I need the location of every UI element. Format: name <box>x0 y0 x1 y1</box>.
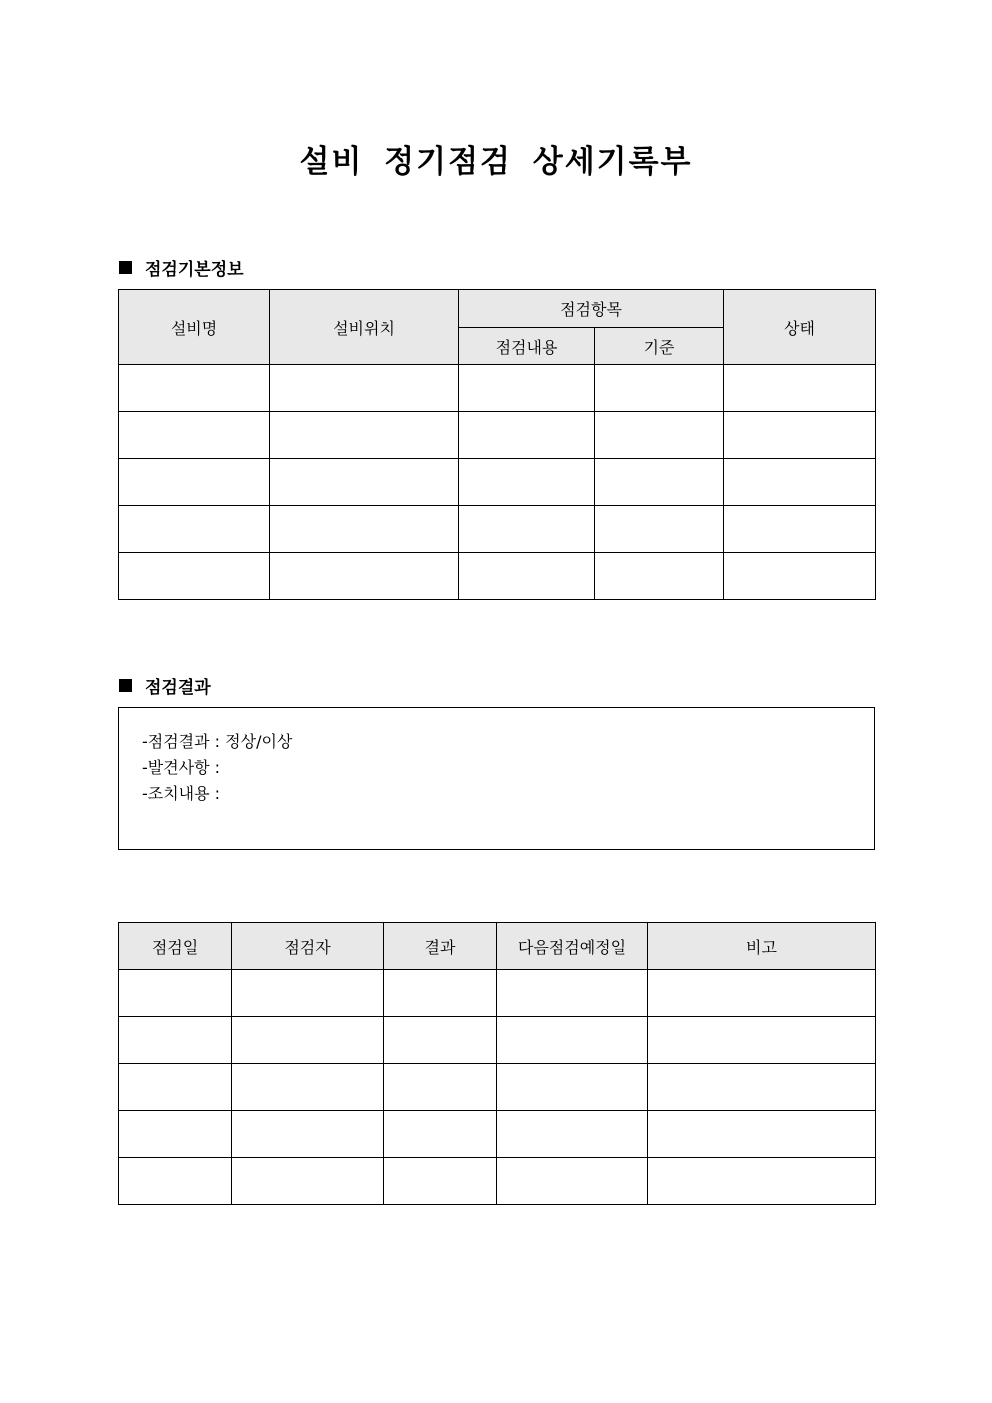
inspection-date-cell[interactable] <box>119 1111 232 1158</box>
next-inspection-date-cell[interactable] <box>497 1017 648 1064</box>
result-line-findings: -발견사항 : <box>142 758 221 777</box>
equipment-location-cell[interactable] <box>270 553 459 600</box>
result-cell[interactable] <box>384 1064 497 1111</box>
result-cell[interactable] <box>384 1111 497 1158</box>
standard-cell[interactable] <box>595 412 724 459</box>
equipment-name-cell[interactable] <box>119 365 270 412</box>
equipment-location-cell[interactable] <box>270 365 459 412</box>
standard-cell[interactable] <box>595 553 724 600</box>
header-result: 결과 <box>384 923 497 970</box>
equipment-name-cell[interactable] <box>119 412 270 459</box>
header-remarks: 비고 <box>648 923 876 970</box>
table-row <box>119 1158 876 1205</box>
inspector-cell[interactable] <box>232 1017 384 1064</box>
result-heading-label: 점검결과 <box>145 678 211 698</box>
next-inspection-date-cell[interactable] <box>497 1158 648 1205</box>
table-row <box>119 412 876 459</box>
inspection-content-cell[interactable] <box>459 553 595 600</box>
result-cell[interactable] <box>384 1158 497 1205</box>
square-bullet-icon <box>119 679 132 692</box>
next-inspection-date-cell[interactable] <box>497 1111 648 1158</box>
schedule-table <box>118 922 876 1205</box>
basic-info-heading-label: 점검기본정보 <box>145 260 244 280</box>
header-status: 상태 <box>724 290 876 365</box>
standard-cell[interactable] <box>595 459 724 506</box>
equipment-name-cell[interactable] <box>119 459 270 506</box>
status-cell[interactable] <box>724 412 876 459</box>
equipment-location-cell[interactable] <box>270 459 459 506</box>
header-inspection-date: 점검일 <box>119 923 232 970</box>
result-line-actions: -조치내용 : <box>142 784 221 803</box>
square-bullet-icon <box>119 261 132 274</box>
equipment-name-cell[interactable] <box>119 506 270 553</box>
status-cell[interactable] <box>724 365 876 412</box>
result-line-status: -점검결과 : 정상/이상 <box>142 732 293 751</box>
basic-info-table <box>118 289 876 600</box>
result-lines <box>142 729 292 807</box>
status-cell[interactable] <box>724 506 876 553</box>
result-cell[interactable] <box>384 1017 497 1064</box>
inspection-date-cell[interactable] <box>119 970 232 1017</box>
status-cell[interactable] <box>724 553 876 600</box>
remarks-cell[interactable] <box>648 1111 876 1158</box>
table-row <box>119 365 876 412</box>
header-equipment-location: 설비위치 <box>270 290 459 365</box>
equipment-name-cell[interactable] <box>119 553 270 600</box>
inspector-cell[interactable] <box>232 1111 384 1158</box>
remarks-cell[interactable] <box>648 1064 876 1111</box>
next-inspection-date-cell[interactable] <box>497 970 648 1017</box>
inspection-date-cell[interactable] <box>119 1158 232 1205</box>
result-cell[interactable] <box>384 970 497 1017</box>
inspection-date-cell[interactable] <box>119 1017 232 1064</box>
header-inspection-content: 점검내용 <box>459 328 595 365</box>
status-cell[interactable] <box>724 459 876 506</box>
remarks-cell[interactable] <box>648 970 876 1017</box>
table-row <box>119 553 876 600</box>
equipment-location-cell[interactable] <box>270 412 459 459</box>
table-row <box>119 506 876 553</box>
table-row <box>119 459 876 506</box>
table-row <box>119 1017 876 1064</box>
inspection-content-cell[interactable] <box>459 412 595 459</box>
header-inspection-item: 점검항목 <box>459 290 724 328</box>
inspector-cell[interactable] <box>232 970 384 1017</box>
remarks-cell[interactable] <box>648 1017 876 1064</box>
document-title: 설비 정기점검 상세기록부 <box>299 144 693 180</box>
standard-cell[interactable] <box>595 365 724 412</box>
inspection-content-cell[interactable] <box>459 459 595 506</box>
standard-cell[interactable] <box>595 506 724 553</box>
next-inspection-date-cell[interactable] <box>497 1064 648 1111</box>
table-row <box>119 1111 876 1158</box>
inspection-date-cell[interactable] <box>119 1064 232 1111</box>
basic-info-heading <box>119 255 244 280</box>
result-heading <box>119 673 211 698</box>
equipment-location-cell[interactable] <box>270 506 459 553</box>
inspector-cell[interactable] <box>232 1064 384 1111</box>
header-equipment-name: 설비명 <box>119 290 270 365</box>
table-row <box>119 970 876 1017</box>
table-row <box>119 1064 876 1111</box>
remarks-cell[interactable] <box>648 1158 876 1205</box>
inspection-content-cell[interactable] <box>459 365 595 412</box>
header-standard: 기준 <box>595 328 724 365</box>
result-box[interactable] <box>118 707 875 850</box>
inspection-content-cell[interactable] <box>459 506 595 553</box>
header-inspector: 점검자 <box>232 923 384 970</box>
header-next-inspection-date: 다음점검예정일 <box>497 923 648 970</box>
inspector-cell[interactable] <box>232 1158 384 1205</box>
